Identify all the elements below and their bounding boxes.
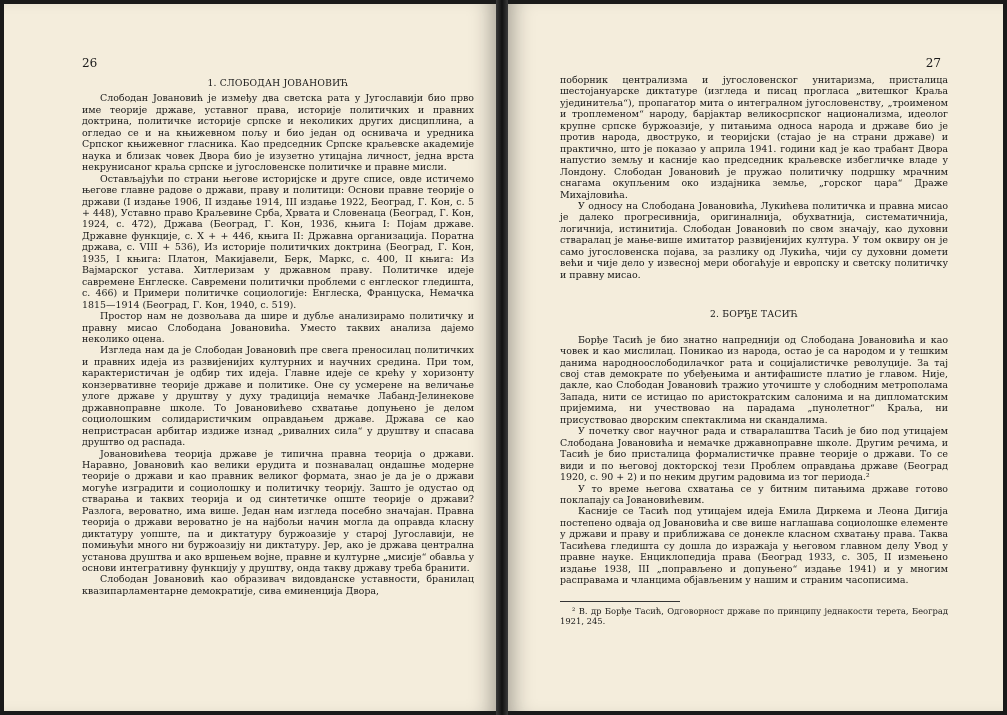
right-text-column [560, 75, 948, 626]
paragraph: У то време његова схватања се у битним питањима државе готово поклапају са Јовановићевим. [560, 483, 948, 506]
page-number-left: 26 [82, 56, 98, 70]
paragraph: У почетку свог научног рада и стваралаштва Тасић је био под утицајем Слободана Јовановића и немачке државноправне школе. Другим речима, и Тасић је био присталица формалистичке правне теорије о држави. То се види и по његовој докторској тези Проблем оправдања државе (Београд 1920, с. 90 + 2) и по неким другим радовима из тог периода.² [560, 426, 948, 484]
paragraph: Јовановићева теорија државе је типична правна теорија о држави. Наравно, Јовановић као велики ерудита и познавалац ондашње модерне теорије о држави и као правник великог формата, знао је да је о држави могуће изградити и социолошку и политичку теорију. Зашто је одустао од стварања и таквих теорија и од синтетичке опште теорије о држави? Разлога, вероватно, има више. Један нам изгледа посебно значајан. Правна теорија о држави вероватно је на најбољи начин могла да оправда класну диктатуру уопште, па и диктатуру буржоазије у старој Југославији, не помињући много ни буржоазију ни диктатуру. Јер, ако је држава централна установа друштва и ако вршењем војне, правне и културне „мисије“ обавља у основи интегративну функцију у друштву, онда такву државу треба бранити. [82, 448, 474, 575]
left-page [4, 4, 496, 711]
paragraph: Простор нам не дозвољава да шире и дубље анализирамо политичку и правну мисао Слободана Јовановића. Уместо таквих анализа дајемо неколико оцена. [82, 311, 474, 345]
section-title-tasic: 2. БОРЂЕ ТАСИЋ [709, 309, 799, 321]
paragraph: Изгледа нам да је Слободан Јовановић пре свега преносилац политичких и правних идеја из развијенијих културних и научних средина. При том, карактеристичан је одбир тих идеја. Главне идеје се крећу у хоризонту конзервативне теорије државе и политике. Оне су усмерене на величање улоге државе у друштву у духу традиција немачке Лабанд-Јелинекове државноправне школе. То Јовановићево схватање допуњено је делом социолошким солидаристичким оправдањем државе. Држава се као непристрасан арбитар издиже изнад „ривалних сила“ у друштву и спасава друштво од распада. [82, 345, 474, 449]
book-gutter [496, 0, 508, 715]
section-title-jovanovic: 1. СЛОБОДАН ЈОВАНОВИЋ [207, 78, 349, 89]
footnote: ² В. др Борђе Тасић, Одговорност државе по принципу једнакости терета, Београд 1921, 245. [560, 605, 948, 626]
page-number-right: 27 [925, 56, 941, 70]
paragraph: Слободан Јовановић је између два светска рата у Југославији био прво име теорије државе, уставног права, историје политичких и правних доктрина, политичке историје српске и неколиких других дисциплина, а огледао се и на књижевном пољу и био један од оснивача и уредника Српског књижевног гласника. Као председник Српске краљевске академије наука и близак човек Двора био је изузетно утицајна личност, једна врста некрунисаног краља српске и југословенске политичке и правне мисли. [82, 93, 474, 174]
footnote-rule [560, 601, 680, 602]
right-page [508, 4, 1003, 711]
paragraph: Касније се Тасић под утицајем идеја Емила Диркема и Леона Дигија постепено одваја од Јовановића и све више наглашава социолошке елементе у држави и праву и приближава се донекле класном схватању права. Таква Тасићева гледишта су дошла до изражаја у његовом главном делу Увод у правне науке. Енциклопедија права (Београд 1933, с. 305, II измењено издање 1938, III „поправљено и допуњено“ издање 1941) и у многим расправама и чланцима објављеним у нашим и страним часописима. [560, 506, 948, 587]
paragraph: Слободан Јовановић као образивач видовданске уставности, бранилац квазипарламентарне демократије, сива еминенција Двора, [82, 574, 474, 597]
left-text-column [82, 78, 474, 597]
paragraph: Остављајући по страни његове историјске и друге списе, овде истичемо његове главне радове о држави, праву и политици: Основи правне теорије о држави (I издање 1906, II издање 1914, III издање 1922, Београд, Г. Кон, с. 5 + 448), Уставно право Краљевине Срба, Хрвата и Словенаца (Београд, Г. Кон, 1924, с. 472), Држава (Београд, Г. Кон, 1936, књига I: Појам државе. Државне функције, с. X + + 446, књига II: Државна организација. Поратна држава, с. VIII + 536), Из историје политичких доктрина (Београд, Г. Кон, 1935, I књига: Платон, Макијавели, Берк, Маркс, с. 400, II књига: Из Вајмарског устава. Хитлеризам у државном праву. Политичке идеје савремене Енглеске. Савремени политички проблеми с енглеског гледишта, с. 466) и Примери политичке социологије: Енглеска, Француска, Немачка 1815—1914 (Београд, Г. Кон, 1940, с. 519). [82, 173, 474, 311]
paragraph: Борђе Тасић је био знатно напреднији од Слободана Јовановића и као човек и као мислилац. Поникао из народа, остао је са народом и у тешким данима народноослободилачког рата и социјалистичке револуције. За тај свој став демократе по убеђењима и антифашисте платио је главом. Није, дакле, као Слободан Јовановић тражио уточиште у слободним метрополама Запада, нити се истицао по аристократским салонима и на дипломатским пријемима, ни учествовао на парадама „пунолетног“ Краља, ни присуствовао дворским спектаклима ни скандалима. [560, 334, 948, 426]
paragraph: У односу на Слободана Јовановића, Лукићева политичка и правна мисао је далеко прогресивнија, оригиналнија, обухватнија, систематичнија, логичнија, истинитија. Слободан Јовановић по свом значају, као духовни стваралац је мање-више имитатор развијенијих култура. У том оквиру он је само југословенска појава, за разлику од Лукића, чији су духовни домети већи и чије дело у извесној мери обогаћује и европску и светску политичку и правну мисао. [560, 200, 948, 281]
paragraph: поборник централизма и југословенског унитаризма, присталица шестојануарске диктатуре (изгледа и писац прогласа „витешког Краља ујединитеља“), пропагатор мита о интегралном југословенству, „троименом и трoплеменом“ народу, барјактар великосрпског национализма, идеолог крупне српске буржоазије, у питањима односа народа и државе био је против народа, двоструко, и теоријски (стајао је на страни државе) и практично, што је показао у априла 1941. години кад је као трабант Двора напустио земљу и касније као председник краљевске избегличке владе у Лондону. Слободан Јовановић је пружао политичку подршку мрачним снагама окупљеним око издајника земље, „горског цара“ Драже Михајловића. [560, 75, 948, 201]
